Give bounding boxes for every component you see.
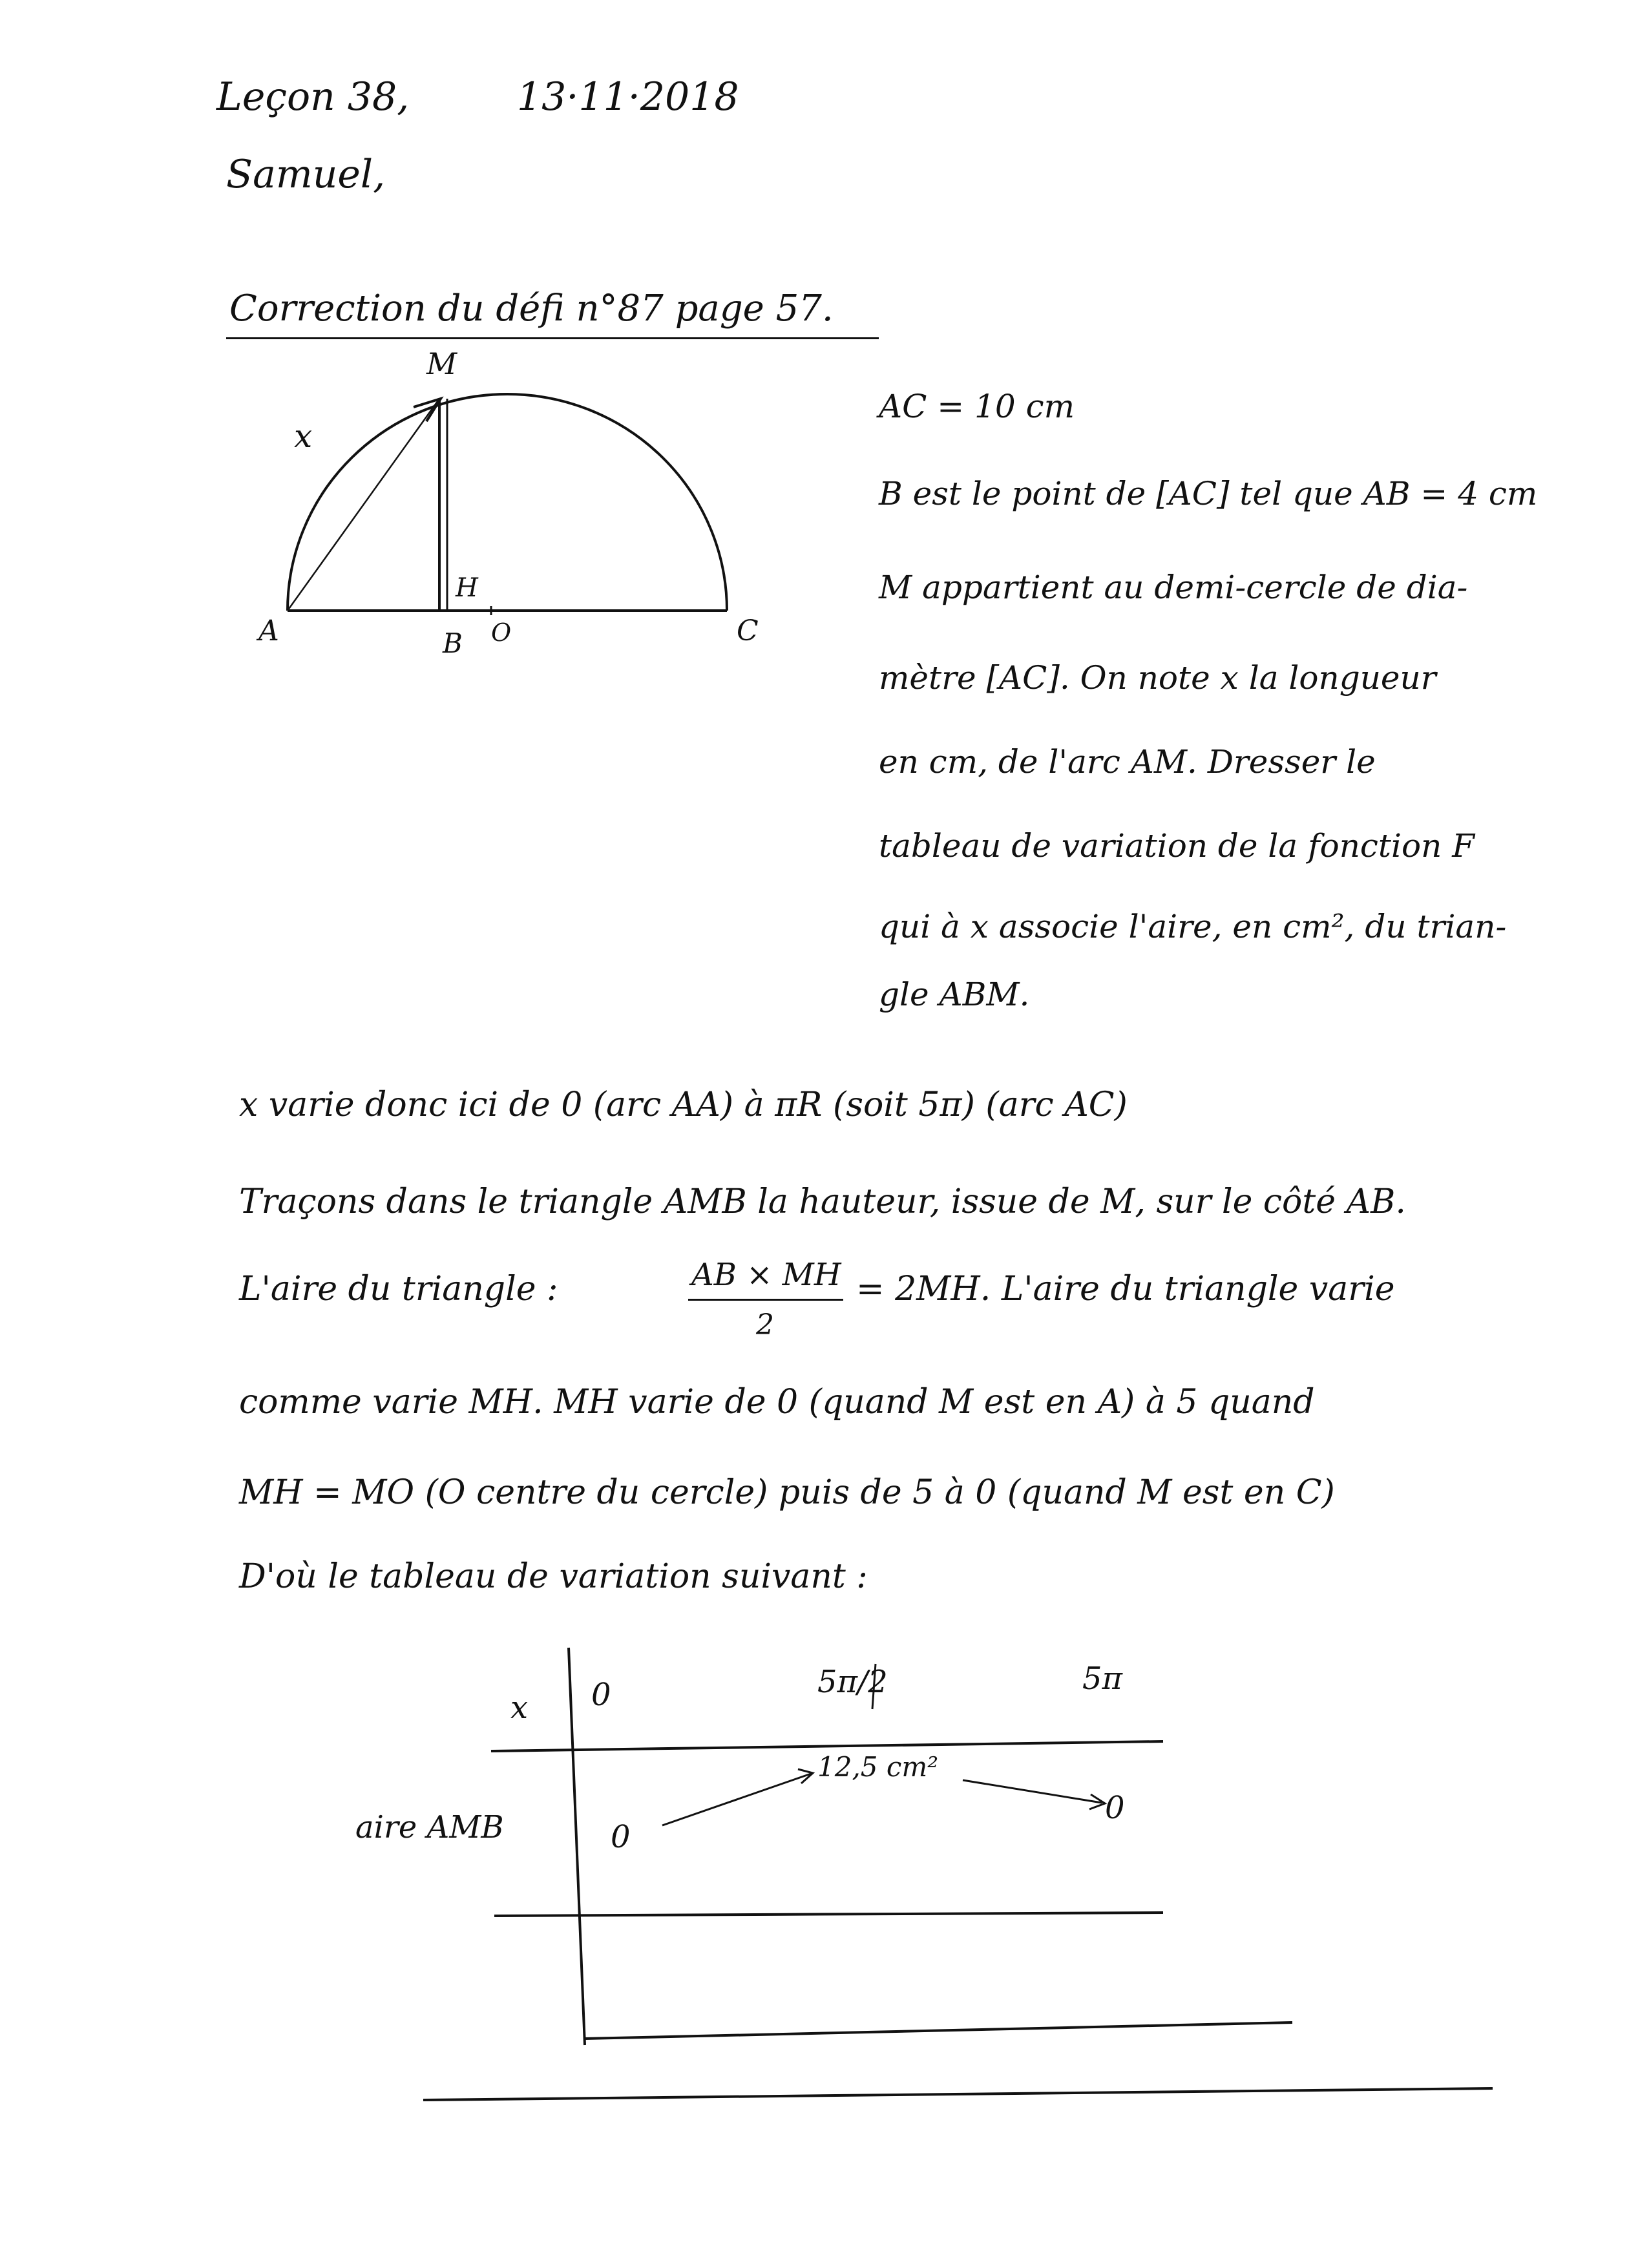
row-label-aire: aire AMB bbox=[355, 1809, 504, 1845]
problem-line-4: mètre [AC]. On note x la longueur bbox=[879, 659, 1436, 697]
problem-line-7: qui à x associe l'aire, en cm², du trian- bbox=[879, 908, 1507, 945]
problem-line-3: M appartient au demi-cercle de dia- bbox=[879, 569, 1468, 606]
student-name: Samuel, bbox=[226, 152, 386, 197]
solution-line-6: D'où le tableau de variation suivant : bbox=[239, 1557, 868, 1596]
x-value-0: 0 bbox=[591, 1677, 611, 1713]
lesson-heading: Leçon 38, bbox=[216, 74, 410, 120]
solution-line-3b: = 2MH. L'aire du triangle varie bbox=[856, 1270, 1395, 1308]
label-H: H bbox=[456, 573, 478, 603]
problem-line-2: B est le point de [AC] tel que AB = 4 cm bbox=[879, 475, 1538, 512]
problem-line-8: gle ABM. bbox=[879, 976, 1030, 1013]
date: 13·11·2018 bbox=[517, 74, 739, 120]
f-value-end: 0 bbox=[1105, 1790, 1125, 1826]
solution-line-3: L'aire du triangle : bbox=[239, 1270, 558, 1308]
x-value-5pi: 5π bbox=[1082, 1661, 1123, 1697]
f-value-start: 0 bbox=[611, 1819, 631, 1855]
x-value-5pi-over-2: 5π/2 bbox=[817, 1664, 888, 1700]
solution-line-2: Traçons dans le triangle AMB la hauteur, issue de M, sur le côté AB. bbox=[239, 1182, 1406, 1221]
label-B: B bbox=[443, 627, 463, 659]
solution-line-4: comme varie MH. MH varie de 0 (quand M est en A) à 5 quand bbox=[239, 1383, 1315, 1422]
solution-line-1: x varie donc ici de 0 (arc AA) à πR (soit 5π) (arc AC) bbox=[239, 1086, 1128, 1124]
problem-line-5: en cm, de l'arc AM. Dresser le bbox=[879, 743, 1376, 781]
label-C: C bbox=[737, 614, 759, 647]
fraction-numerator: AB × MH bbox=[691, 1257, 841, 1293]
problem-line-6: tableau de variation de la fonction F bbox=[879, 827, 1475, 865]
label-x: x bbox=[294, 417, 313, 455]
solution-line-5: MH = MO (O centre du cercle) puis de 5 à 0 (quand M est en C) bbox=[239, 1473, 1335, 1512]
f-value-max: 12,5 cm² bbox=[817, 1751, 939, 1783]
label-O: O bbox=[491, 618, 512, 647]
fraction-denominator: 2 bbox=[756, 1308, 774, 1341]
problem-line-1: AC = 10 cm bbox=[879, 388, 1075, 425]
page-title: Correction du défi n°87 page 57. bbox=[229, 288, 834, 330]
label-M: M bbox=[426, 346, 457, 381]
row-label-x: x bbox=[510, 1690, 529, 1726]
label-A: A bbox=[258, 614, 279, 647]
